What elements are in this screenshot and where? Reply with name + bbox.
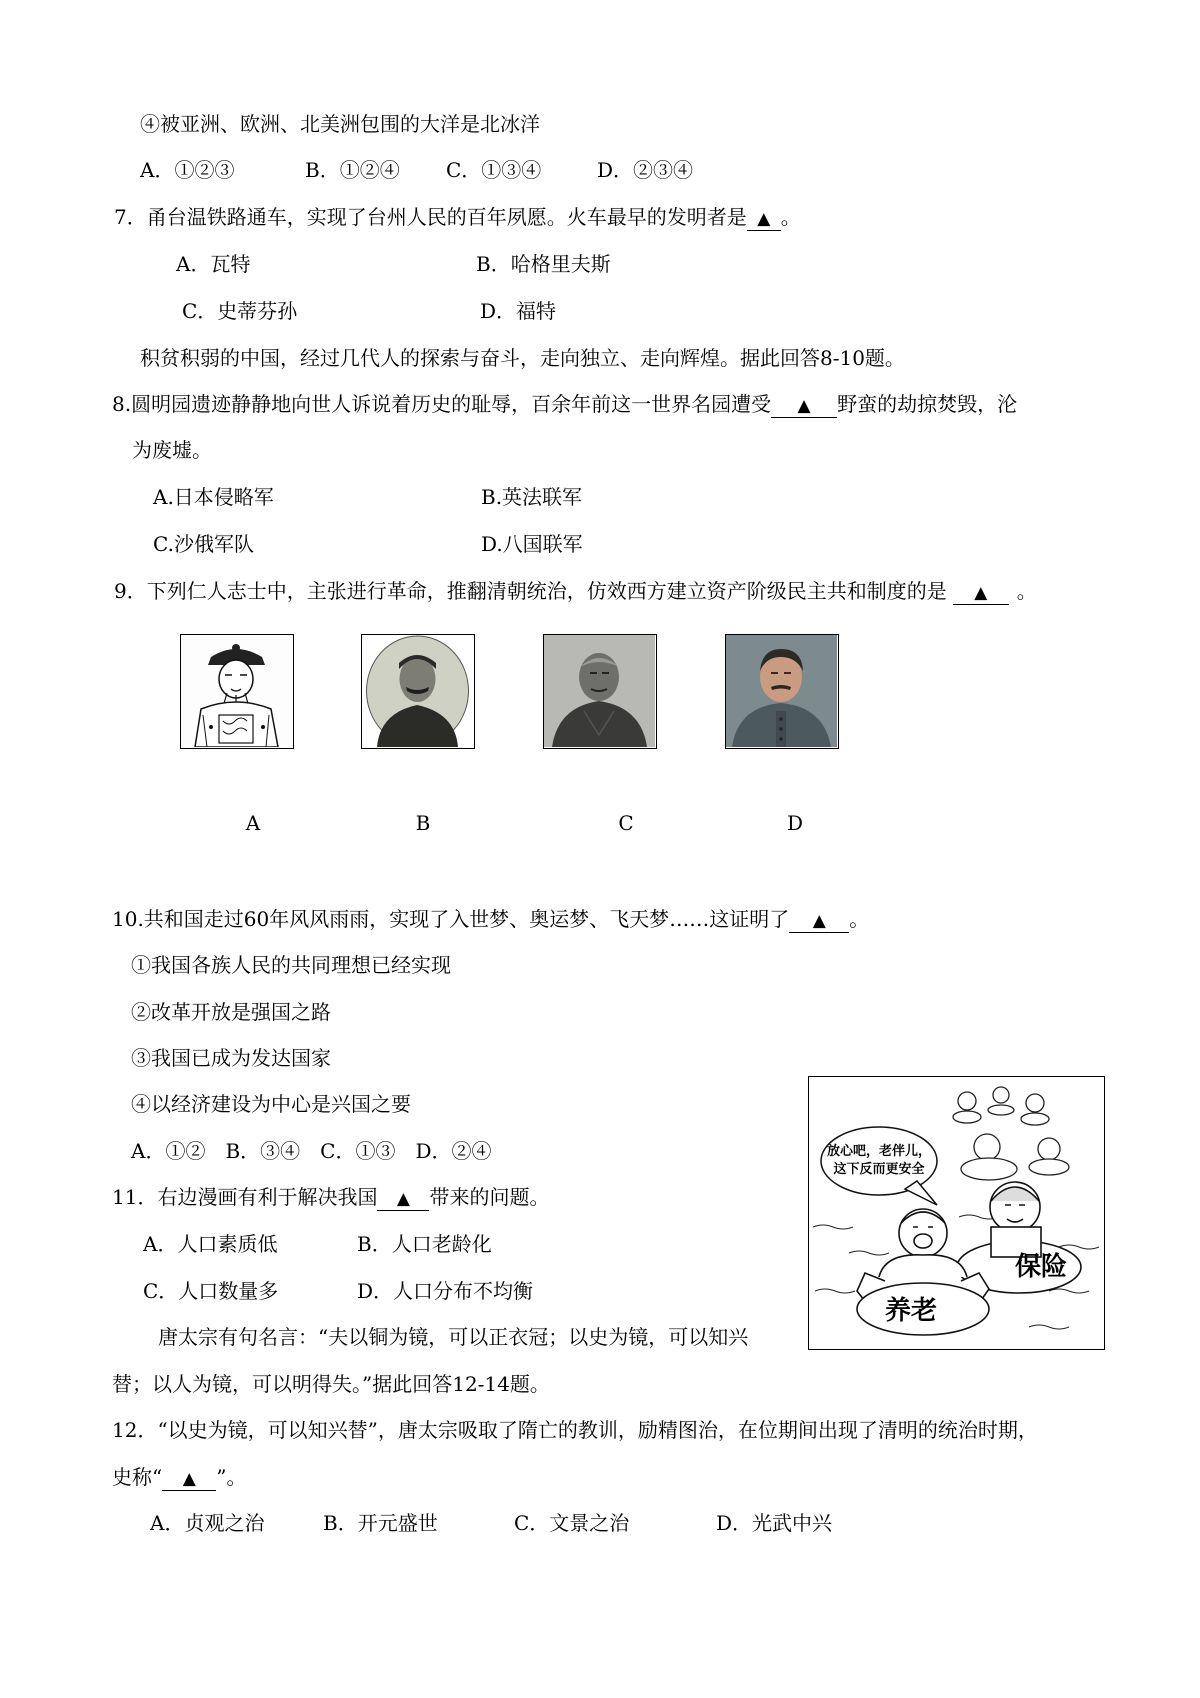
q10-stem — [112, 906, 869, 933]
q9-stem — [114, 578, 1037, 605]
q7-stem-end: 。 — [780, 205, 801, 229]
q9-answer-blank — [953, 580, 1009, 605]
portrait-a — [180, 634, 294, 749]
q7-blank-marker: ▲ — [757, 209, 771, 229]
q12-stem-text: 史称“ — [112, 1465, 163, 1489]
q6-option-b: B．①②④ — [305, 158, 400, 182]
q12-option-b: B．开元盛世 — [323, 1511, 438, 1535]
q7-stem — [114, 204, 801, 231]
ring-label-insurance: 保险 — [1014, 1252, 1068, 1282]
q11-stem-end: 带来的问题。 — [429, 1185, 550, 1209]
portrait-c — [543, 634, 657, 749]
q8-option-c: C.沙俄军队 — [153, 532, 254, 556]
intro-12-14-line2: 替；以人为镜，可以明得失。”据此回答12-14题。 — [112, 1372, 550, 1396]
q7-option-c: C．史蒂芬孙 — [182, 299, 298, 323]
q10-blank-marker: ▲ — [812, 911, 826, 931]
oval-portrait-photo — [362, 635, 473, 747]
q12-option-d: D．光武中兴 — [716, 1511, 833, 1535]
q8-option-a: A.日本侵略军 — [153, 485, 274, 509]
q6-item-4: ④被亚洲、欧洲、北美洲包围的大洋是北冰洋 — [140, 112, 540, 136]
q8-answer-blank — [771, 393, 837, 418]
q7-stem-text: 7．甬台温铁路通车，实现了台州人民的百年夙愿。火车最早的发明者是 — [114, 205, 747, 229]
bald-man-photo — [544, 635, 655, 747]
q7-option-b: B．哈格里夫斯 — [476, 252, 611, 276]
q10-item-4: ④以经济建设为中心是兴国之要 — [131, 1092, 411, 1116]
q8-stem-line2: 为废墟。 — [132, 438, 212, 462]
q12-stem-line2 — [112, 1464, 246, 1491]
q10-options: A．①② B．③④ C．①③ D．②④ — [131, 1139, 492, 1163]
q11-blank-marker: ▲ — [396, 1189, 410, 1209]
q11-stem-text: 11．右边漫画有利于解决我国 — [112, 1185, 378, 1209]
q8-blank-marker: ▲ — [797, 396, 811, 416]
q11-option-a: A．人口素质低 — [143, 1232, 278, 1256]
q7-option-d: D．福特 — [480, 299, 557, 323]
portrait-d — [725, 634, 839, 749]
q11-answer-blank — [377, 1186, 429, 1211]
q12-option-c: C．文景之治 — [514, 1511, 630, 1535]
aging-insurance-cartoon — [808, 1076, 1105, 1350]
cartoon-drawing — [809, 1077, 1103, 1348]
q8-stem-end: 野蛮的劫掠焚毁，沦 — [837, 392, 1018, 416]
q9-blank-marker: ▲ — [974, 583, 988, 603]
portrait-label-b: B — [415, 811, 431, 835]
speech-line-1: 放心吧，老伴儿， — [826, 1144, 932, 1159]
ring-label-pension: 养老 — [884, 1296, 938, 1326]
q12-blank-marker: ▲ — [182, 1469, 196, 1489]
speech-line-2: 这下反而更安全 — [833, 1162, 925, 1177]
q12-stem-end: ”。 — [216, 1465, 247, 1489]
q7-option-a: A．瓦特 — [176, 252, 251, 276]
q8-stem — [112, 391, 1017, 418]
intro-8-10: 积贫积弱的中国，经过几代人的探索与奋斗，走向独立、走向辉煌。据此回答8-10题。 — [140, 346, 905, 370]
q8-stem-text: 8.圆明园遗迹静静地向世人诉说着历史的耻辱，百余年前这一世界名园遭受 — [112, 392, 772, 416]
portrait-b — [361, 634, 475, 749]
q11-option-c: C．人口数量多 — [143, 1279, 279, 1303]
intro-12-14-line1: 唐太宗有句名言：“夫以铜为镜，可以正衣冠；以史为镜，可以知兴 — [158, 1325, 749, 1349]
q12-stem-line1: 12．“以史为镜，可以知兴替”，唐太宗吸取了隋亡的教训，励精图治，在位期间出现了清明的统治时期， — [112, 1418, 1038, 1442]
q8-option-d: D.八国联军 — [481, 532, 583, 556]
q6-option-a: A．①②③ — [140, 158, 235, 182]
q11-option-b: B．人口老龄化 — [357, 1232, 492, 1256]
q12-answer-blank — [162, 1466, 216, 1491]
portrait-label-a: A — [245, 811, 261, 835]
q10-item-2: ②改革开放是强国之路 — [131, 1000, 331, 1024]
q6-option-d: D．②③④ — [597, 158, 694, 182]
q8-option-b: B.英法联军 — [481, 485, 583, 509]
color-portrait-photo — [726, 635, 837, 747]
q6-option-c: C．①③④ — [446, 158, 542, 182]
portrait-label-c: C — [618, 811, 634, 835]
q9-stem-text: 9．下列仁人志士中，主张进行革命，推翻清朝统治，仿效西方建立资产阶级民主共和制度的是 — [114, 579, 947, 603]
q11-option-d: D．人口分布不均衡 — [357, 1279, 534, 1303]
q10-answer-blank — [789, 908, 849, 933]
q10-item-3: ③我国已成为发达国家 — [131, 1046, 331, 1070]
portrait-label-d: D — [786, 811, 804, 835]
q11-stem — [112, 1184, 549, 1211]
q9-stem-end: 。 — [1016, 579, 1037, 603]
q12-option-a: A．贞观之治 — [150, 1511, 265, 1535]
qing-official-drawing — [181, 635, 292, 747]
q7-answer-blank — [747, 206, 781, 231]
q10-stem-end: 。 — [849, 907, 870, 931]
q10-stem-text: 10.共和国走过60年风风雨雨，实现了入世梦、奥运梦、飞天梦……这证明了 — [112, 907, 790, 931]
q10-item-1: ①我国各族人民的共同理想已经实现 — [131, 953, 451, 977]
